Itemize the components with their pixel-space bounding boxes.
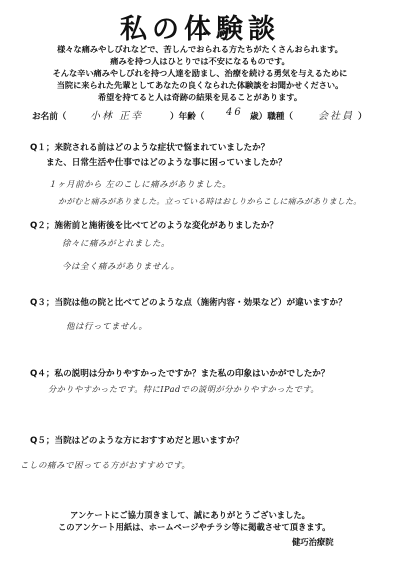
answer-3-line-1: 他は行ってません。 [66, 322, 148, 332]
row-end: ） [358, 112, 367, 122]
answer-2-line-1: 徐々に痛みがとれました。 [62, 239, 171, 249]
question-2-label: Q２；施術前と施術後を比べてどのような変化がありましたか？ [30, 221, 278, 231]
question-4-label: Q４；私の説明は分かりやすかったですか？また私の印象はいかがでしたか？ [30, 369, 330, 379]
answer-1-line-2: かがむと痛みがありました。立っている時はおしりからこしに痛みがありました。 [58, 197, 362, 206]
question-1-label-2: また、日常生活や仕事ではどのような事に困っていましたか？ [46, 158, 287, 168]
intro-line-4: 当院に来られた先輩としてあなたの良くなられた体験談をお聞かせください。 [56, 80, 344, 90]
clinic-name: 健巧治療院 [292, 537, 334, 547]
answer-1-line-1: １ヶ月前から 左のこしに痛みがありました。 [48, 180, 232, 190]
intro-line-1: 様々な痛みやしびれなどで、苦しんでおられる方たちがたくさんおられます。 [57, 44, 343, 54]
answer-5-line-1: こしの痛みで困ってる方がおすすめです。 [20, 461, 191, 471]
page-title: 私の体験談 [120, 14, 280, 45]
answer-4-line-1: 分かりやすかったです。特にIPadでの説明が分かりやすかったです。 [48, 384, 320, 394]
intro-line-2: 痛みを持つ人はひとりでは不安になるものです。 [110, 56, 290, 66]
question-1-label: Q１；来院される前はどのような症状で悩まれていましたか？ [30, 143, 270, 153]
footer-line-1: アンケートにご協力頂きまして、誠にありがとうございました。 [70, 510, 310, 520]
age-label: ）年齢（ [170, 112, 205, 122]
question-5-label: Q５；当院はどのような方におすすめだと思いますか？ [30, 436, 244, 446]
age-value: 46 [226, 107, 243, 118]
intro-line-5: 希望を持てると人は奇跡の結果を見ることがあります。 [97, 92, 303, 102]
answer-2-line-2: 今は全く痛みがありません。 [62, 262, 180, 272]
intro-line-3: そんな辛い痛みやしびれを持つ人達を励まし、治療を続ける勇気を与えるために [52, 68, 348, 78]
job-value: 会社員 [318, 111, 354, 122]
question-3-label: Q３；当院は他の院と比べてどのような点（施術内容・効果など）が違いますか？ [30, 298, 347, 308]
name-label: お名前（ [32, 112, 67, 122]
footer-line-2: このアンケート用紙は、ホームページやチラシ等に掲載させて頂きます。 [58, 522, 331, 532]
name-value: 小林 正幸 [90, 111, 144, 122]
age-suffix-label: 歳）職種（ [250, 112, 293, 122]
